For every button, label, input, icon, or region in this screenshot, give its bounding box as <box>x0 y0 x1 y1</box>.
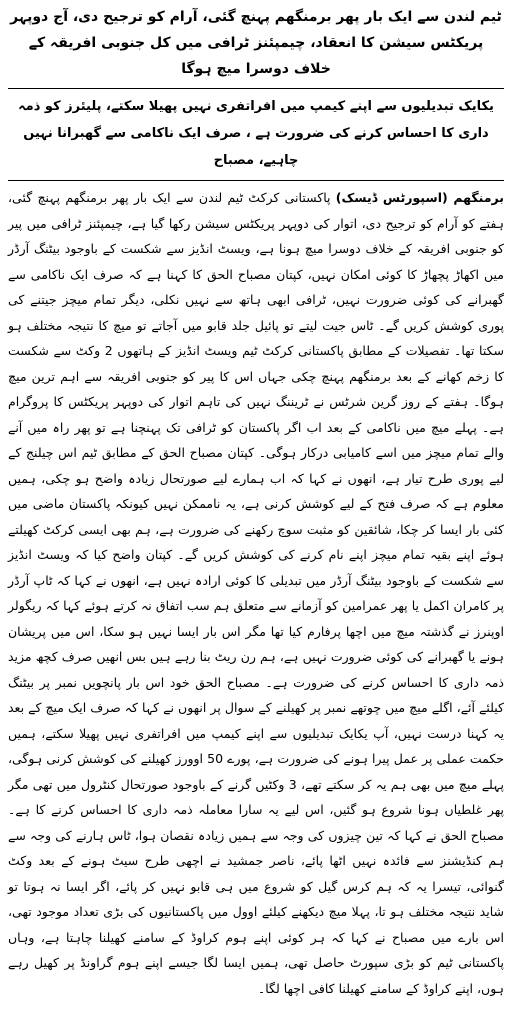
divider-top <box>8 88 504 89</box>
headline: ٹیم لندن سے ایک بار پھر برمنگھم پہنچ گئی، آرام کو ترجیح دی، آج دوپہر پریکٹس سیشن کا انعقاد، چیمپئنز ٹرافی میں کل جنوبی افریقہ کے خلاف دوسرا میچ ہوگا <box>10 9 502 77</box>
article-body <box>8 185 504 1001</box>
subheadline: یکایک تبدیلیوں سے اپنے کیمپ میں افراتفری نہیں پھیلا سکتے، پلیئرز کو ذمہ داری کا احساس کرنے کی ضرورت ہے ، صرف ایک ناکامی سے گھبرانا نہیں چاہیے، مصباح <box>18 99 494 168</box>
divider-bottom <box>8 180 504 181</box>
dateline: برمنگھم (اسپورٹس ڈیسک) <box>335 190 504 205</box>
article-body-text: پاکستانی کرکٹ ٹیم لندن سے ایک بار پھر برمنگھم پہنچ گئی، ہفتے کو آرام کو ترجیح دی، اتوار کی دوپہر پریکٹس سیشن رکھا گیا ہے، چیمپئنز ٹرافی میں پیر کو جنوبی افریقہ کے خلاف دوسرا میچ ہونا ہے، ویسٹ انڈیز سے شکست کے باوجود بیٹنگ آرڈر میں اکھاڑ پچھاڑ کا کوئی امکان نہیں، کپتان مصباح الحق کا کہنا ہے کہ صرف ایک ناکامی سے گھبرانے کی کوئی ضرورت نہیں، ٹرافی ابھی ہاتھ سے نہیں نکلی، دیگر تمام میچز جیتنے کی پوری کوشش کریں گے۔ ٹاس جیت لیتے تو پائیل جلد قابو میں آجاتے تو میچ کا نتیجہ مختلف ہو سکتا تھا۔ تفصیلات کے مطابق پاکستانی کرکٹ ٹیم ویسٹ انڈیز کے ہاتھوں 2 وکٹ سے شکست کا زخم کھانے کے بعد برمنگھم پہنچ چکی جہاں اس کا پیر کو جنوبی افریقہ سے اہم ترین میچ ہوگا۔ ہفتے کے روز گرین شرٹس نے ٹریننگ نہیں کی تاہم اتوار کی دوپہر پریکٹس کا پروگرام ہے۔ پہلے میچ میں ناکامی کے بعد اب اگر پاکستان کو ٹرافی تک پہنچنا ہے تو پھر راہ میں آنے والے تمام میچز میں اسے کامیابی درکار ہوگی۔ کپتان مصباح الحق کے مطابق ٹیم اس چیلنج کے لیے پوری طرح تیار ہے، انھوں نے کہا کہ اب ہمارے لیے صورتحال زیادہ واضح ہو چکی، ہمیں معلوم ہے کہ صرف فتح کے لیے کوشش کرنی ہے، یہ ناممکن نہیں کیونکہ پاکستان ماضی میں کئی بار ایسا کر چکا، شائقین کو مثبت سوچ رکھنے کی ضرورت ہے، ہم بھی ایسی کرکٹ کھیلتے ہوئے اپنے بقیہ تمام میچز اپنے نام کرنے کی کوشش کریں گے۔ کپتان واضح کیا کہ ویسٹ انڈیز سے شکست کے باوجود بیٹنگ آرڈر میں تبدیلی کا کوئی ارادہ نہیں ہے، انھوں نے کہا کہ ٹاپ آرڈر پر کامران اکمل یا پھر عمرامین کو آزمانے سے متعلق ہم سب اتفاق نہ کرتے ہوئے کہا کہ ریگولر اوپنرز نے گذشتہ میچ میں اچھا پرفارم کیا تھا مگر اس بار ایسا نہیں ہو سکا، اس میں پریشان ہونے یا گھبرانے کی کوئی ضرورت نہیں ہے، ہم رن ریٹ بنا رہے ہیں بس انھیں صرف کچھ مزید ذمہ داری کا احساس کرنے کی ضرورت ہے۔ مصباح الحق خود اس بار پانچویں نمبر پر بیٹنگ کیلئے آئے، اگلے میچ میں چوتھے نمبر پر کھیلنے کے سوال پر انھوں نے کہا کہ صرف ایک میچ کے بعد یہ کہنا درست نہیں، آپ یکایک تبدیلیوں سے اپنے کیمپ میں افراتفری نہیں پھیلا سکتے، ہمیں حکمت عملی پر عمل پیرا ہونے کی ضرورت ہے، پورے 50 اوورز کھیلنے کی کوشش کرنی ہوگی، پہلے میچ میں بھی ہم یہ کر سکتے تھے، 3 وکٹیں گرنے کے باوجود صورتحال کنٹرول میں تھی مگر پھر غلطیاں ہونا شروع ہو گئیں، اس لیے یہ سارا معاملہ ذمہ داری کا احساس کرنے کا ہے۔ مصباح الحق نے کہا کہ تین چیزوں کی وجہ سے ہمیں زیادہ نقصان ہوا، ٹاس ہارنے کی وجہ سے ہم کنڈیشنز سے فائدہ نہیں اٹھا پائے، ناصر جمشید نے اچھی طرح سیٹ ہونے کے بعد وکٹ گنوائی، تیسرا یہ کہ ہم کرس گیل کو شروع میں ہی قابو نہیں کر پائے، اگر ایسا نہ ہوتا تو شاید نتیجہ مختلف ہو تا، پہلا میچ دیکھنے کیلئے اوول میں پاکستانیوں کی بڑی تعداد موجود تھی، اس بارے میں مصباح نے کہا کہ ہر کوئی اپنے ہوم کراوڈ کے سامنے کھیلنا چاہتا ہے، وہاں پاکستانی ٹیم کو بڑی سپورٹ حاصل تھی، ہمیں ایسا لگا جیسے اپنے ہوم گراونڈ پر کھیل رہے ہوں، اپنے کراوڈ کے سامنے کھیلنا کافی اچھا لگا۔ <box>8 190 504 996</box>
